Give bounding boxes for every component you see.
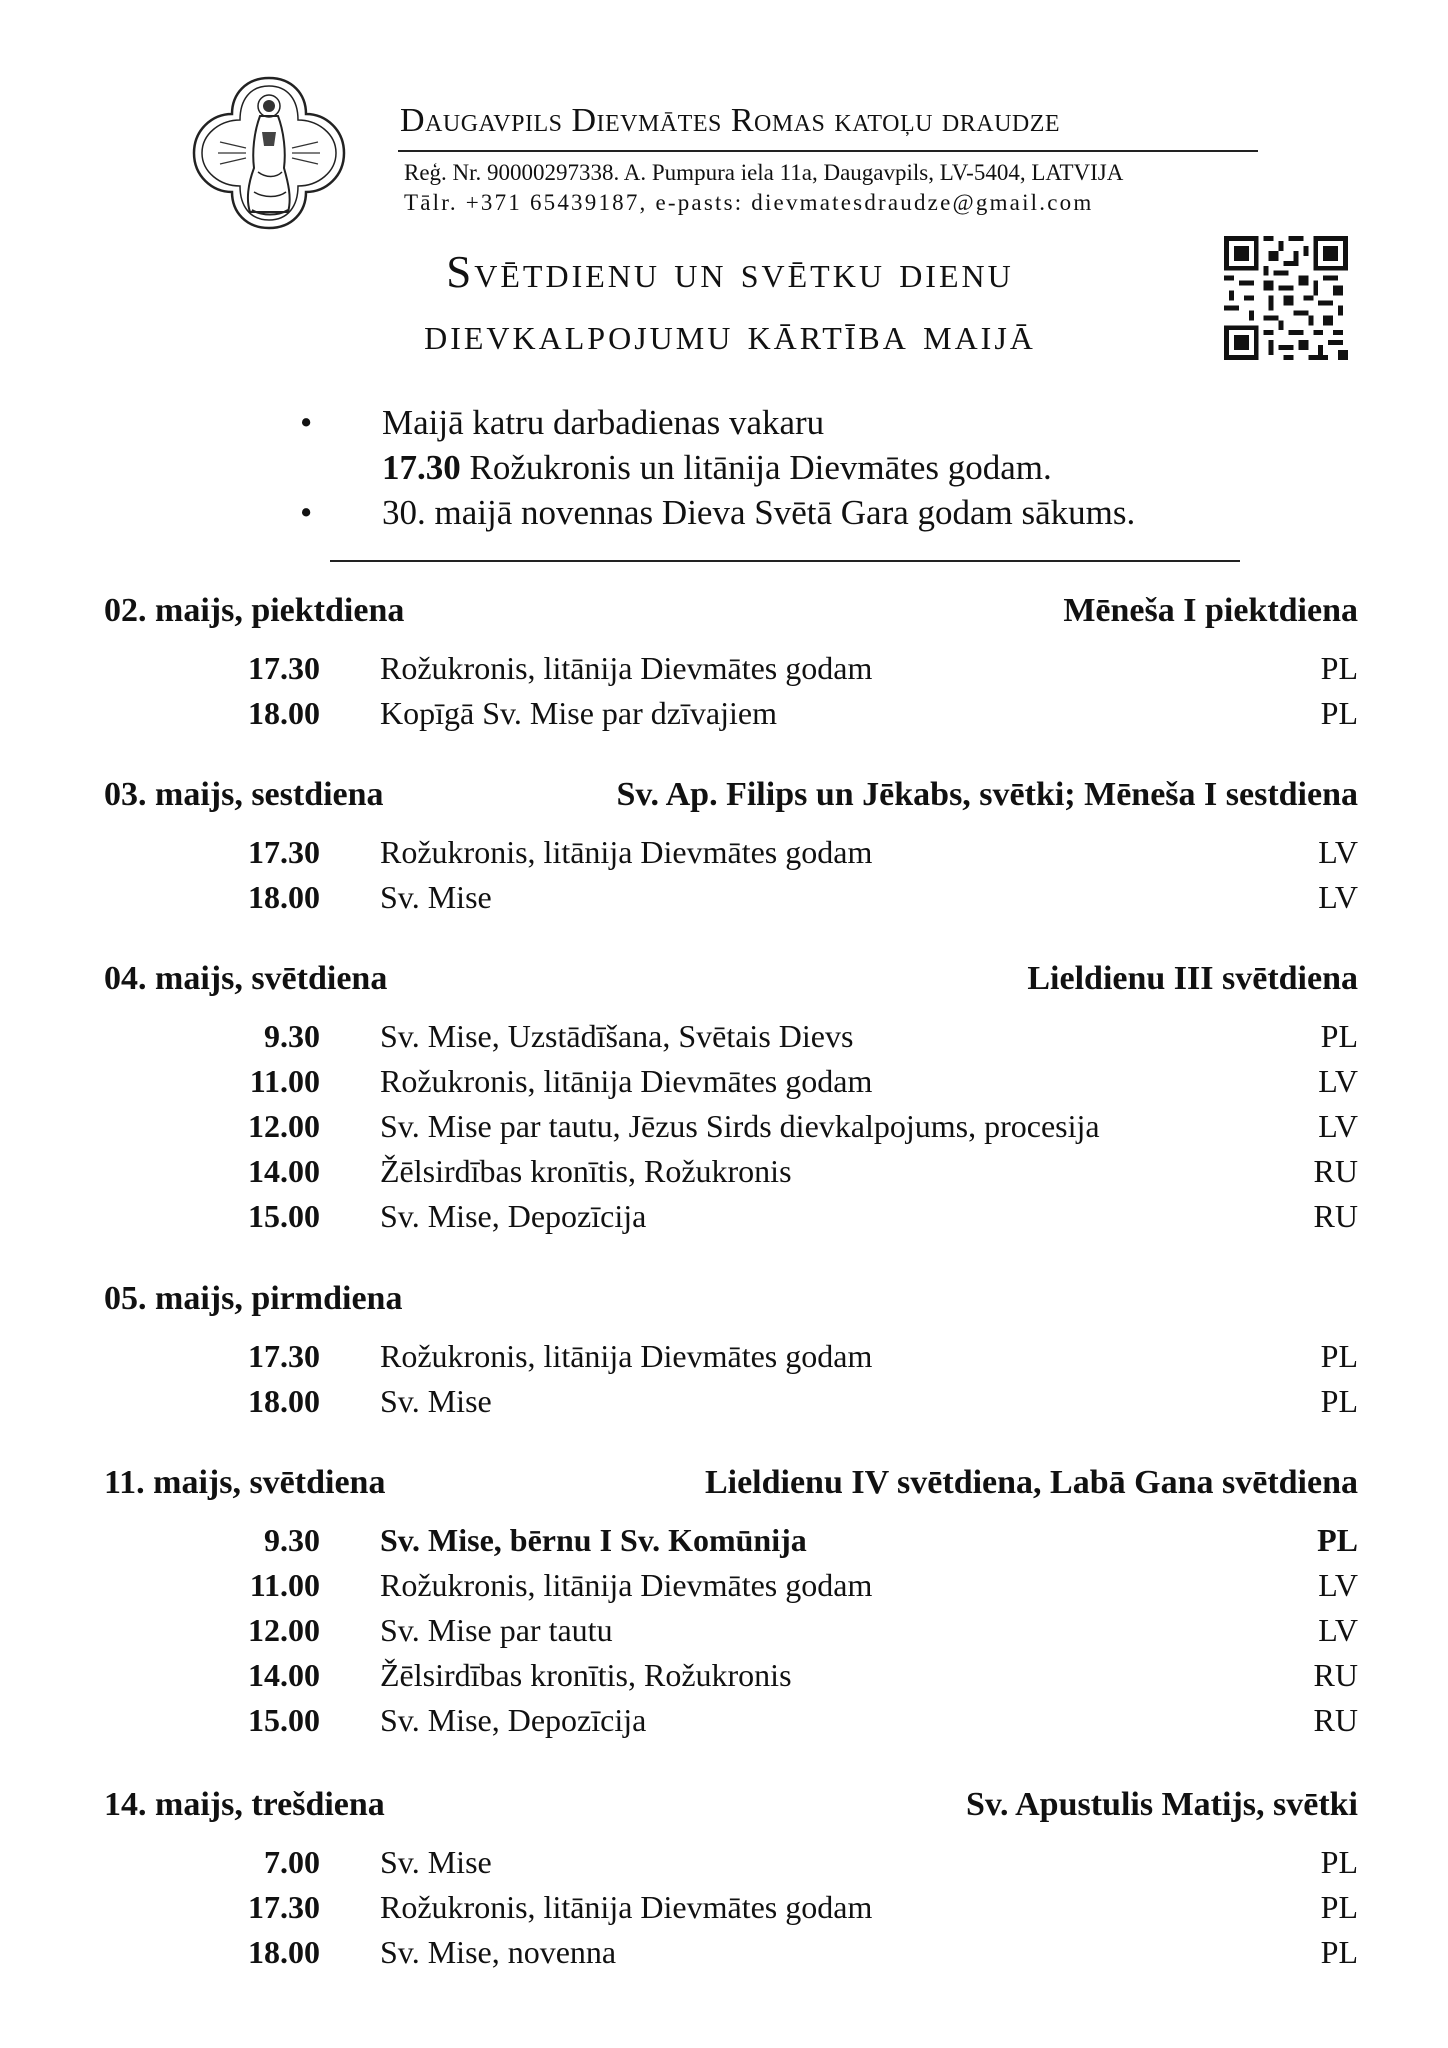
service-language: PL xyxy=(1320,1844,1358,1880)
notices-divider xyxy=(330,560,1240,562)
service-entry xyxy=(104,1100,1358,1145)
day-date: 14. maijs, trešdiena xyxy=(104,1786,385,1823)
day-date: 03. maijs, sestdiena xyxy=(104,776,384,813)
notice-item xyxy=(296,490,1135,535)
day-date: 11. maijs, svētdiena xyxy=(104,1464,386,1501)
service-time: 15.00 xyxy=(248,1702,320,1738)
day-date: 04. maijs, svētdiena xyxy=(104,960,388,997)
service-time: 7.00 xyxy=(264,1844,320,1880)
service-language: LV xyxy=(1318,1108,1358,1144)
page-title-line1: Svētdienu un svētku dienu xyxy=(446,247,1014,297)
day-feast: Sv. Apustulis Matijs, svētki xyxy=(965,1786,1358,1823)
service-language: LV xyxy=(1318,879,1358,915)
day-header xyxy=(104,1280,1358,1330)
service-description: Žēlsirdības kronītis, Rožukronis xyxy=(380,1153,792,1189)
service-description: Kopīgā Sv. Mise par dzīvajiem xyxy=(380,695,777,731)
service-language: PL xyxy=(1320,1018,1358,1054)
service-time: 9.30 xyxy=(264,1018,320,1054)
service-entry xyxy=(104,826,1358,871)
service-entry xyxy=(104,1375,1358,1420)
service-entry xyxy=(104,871,1358,916)
service-language: RU xyxy=(1313,1198,1358,1234)
service-time: 9.30 xyxy=(264,1522,320,1558)
service-description: Rožukronis, litānija Dievmātes godam xyxy=(380,1567,873,1603)
day-header xyxy=(104,1464,1358,1514)
service-time: 18.00 xyxy=(248,879,320,915)
service-entry xyxy=(104,1145,1358,1190)
service-time: 17.30 xyxy=(248,1338,320,1374)
notice-text: Maijā katru darbadienas vakaru xyxy=(382,403,825,442)
day-header xyxy=(104,776,1358,826)
service-language: PL xyxy=(1317,1522,1358,1558)
service-description: Sv. Mise xyxy=(380,1383,492,1419)
page-title-line2: dievkalpojumu kārtība maijā xyxy=(424,309,1036,359)
service-time: 12.00 xyxy=(248,1108,320,1144)
service-description: Sv. Mise, Uzstādīšana, Svētais Dievs xyxy=(380,1018,854,1054)
service-language: LV xyxy=(1318,1567,1358,1603)
service-language: LV xyxy=(1318,1063,1358,1099)
service-time: 14.00 xyxy=(248,1153,320,1189)
service-language: PL xyxy=(1320,1383,1358,1419)
service-description: Rožukronis, litānija Dievmātes godam xyxy=(380,1889,873,1925)
service-time: 11.00 xyxy=(249,1567,320,1603)
registration-address: Reģ. Nr. 90000297338. A. Pumpura iela 11a, Daugavpils, LV-5404, LATVIJA xyxy=(404,160,1124,185)
service-description: Žēlsirdības kronītis, Rožukronis xyxy=(380,1657,792,1693)
service-entry xyxy=(104,1694,1358,1739)
service-entry xyxy=(104,1514,1358,1559)
day-header xyxy=(104,1786,1358,1836)
notices-list xyxy=(296,400,1135,535)
parish-name: Daugavpils Dievmātes Romas katoļu draudze xyxy=(400,102,1061,139)
service-time: 18.00 xyxy=(248,695,320,731)
service-description: Sv. Mise par tautu, Jēzus Sirds dievkalpojums, procesija xyxy=(380,1108,1100,1144)
service-time: 18.00 xyxy=(248,1383,320,1419)
day-date: 02. maijs, piektdiena xyxy=(104,592,405,629)
service-language: LV xyxy=(1318,834,1358,870)
day-block xyxy=(104,1280,1358,1420)
notice-item xyxy=(296,400,1135,490)
service-entry xyxy=(104,1010,1358,1055)
service-description: Sv. Mise, Depozīcija xyxy=(380,1702,647,1738)
service-language: RU xyxy=(1313,1702,1358,1738)
bullet-icon: • xyxy=(300,493,313,532)
service-time: 12.00 xyxy=(248,1612,320,1648)
service-description: Sv. Mise, bērnu I Sv. Komūnija xyxy=(380,1522,807,1558)
service-entry xyxy=(104,1190,1358,1235)
day-feast: Lieldienu IV svētdiena, Labā Gana svētdiena xyxy=(704,1464,1358,1501)
notice-time: 17.30 xyxy=(382,448,461,487)
day-feast: Sv. Ap. Filips un Jēkabs, svētki; Mēneša I sestdiena xyxy=(616,776,1358,813)
service-entry xyxy=(104,642,1358,687)
service-entry xyxy=(104,1055,1358,1100)
service-time: 15.00 xyxy=(248,1198,320,1234)
service-entry xyxy=(104,1881,1358,1926)
contact-info: Tālr. +371 65439187, e-pasts: dievmatesdraudze@gmail.com xyxy=(404,190,1094,215)
day-header xyxy=(104,592,1358,642)
service-entry xyxy=(104,1604,1358,1649)
service-entry xyxy=(104,1836,1358,1881)
service-time: 17.30 xyxy=(248,834,320,870)
day-header xyxy=(104,960,1358,1010)
notice-text-continued xyxy=(382,445,1135,490)
service-description: Sv. Mise, novenna xyxy=(380,1934,617,1970)
header-divider xyxy=(398,150,1258,152)
service-entry xyxy=(104,1926,1358,1971)
service-time: 11.00 xyxy=(249,1063,320,1099)
service-time: 17.30 xyxy=(248,650,320,686)
day-block xyxy=(104,592,1358,732)
service-entry xyxy=(104,1559,1358,1604)
service-time: 18.00 xyxy=(248,1934,320,1970)
service-description: Sv. Mise par tautu xyxy=(380,1612,613,1648)
qr-code[interactable] xyxy=(1224,236,1348,360)
service-description: Sv. Mise xyxy=(380,879,492,915)
service-entry xyxy=(104,1649,1358,1694)
bullet-icon: • xyxy=(300,403,313,442)
service-language: PL xyxy=(1320,1889,1358,1925)
parish-logo-emblem xyxy=(188,72,350,234)
service-language: RU xyxy=(1313,1153,1358,1189)
service-entry xyxy=(104,1330,1358,1375)
service-description: Sv. Mise xyxy=(380,1844,492,1880)
service-description: Rožukronis, litānija Dievmātes godam xyxy=(380,1338,873,1374)
service-time: 17.30 xyxy=(248,1889,320,1925)
service-language: PL xyxy=(1320,1934,1358,1970)
day-block xyxy=(104,1786,1358,1971)
day-block xyxy=(104,1464,1358,1739)
service-time: 14.00 xyxy=(248,1657,320,1693)
service-language: RU xyxy=(1313,1657,1358,1693)
service-description: Sv. Mise, Depozīcija xyxy=(380,1198,647,1234)
notice-text: 30. maijā novennas Dieva Svētā Gara godam sākums. xyxy=(382,493,1136,532)
service-language: LV xyxy=(1318,1612,1358,1648)
day-feast: Lieldienu III svētdiena xyxy=(1027,960,1358,997)
service-language: PL xyxy=(1320,1338,1358,1374)
service-description: Rožukronis, litānija Dievmātes godam xyxy=(380,834,873,870)
notice-text: Rožukronis un litānija Dievmātes godam. xyxy=(460,448,1052,487)
service-language: PL xyxy=(1320,650,1358,686)
day-feast: Mēneša I piektdiena xyxy=(1063,592,1358,629)
service-description: Rožukronis, litānija Dievmātes godam xyxy=(380,1063,873,1099)
service-entry xyxy=(104,687,1358,732)
service-language: PL xyxy=(1320,695,1358,731)
day-block xyxy=(104,960,1358,1235)
day-block xyxy=(104,776,1358,916)
service-description: Rožukronis, litānija Dievmātes godam xyxy=(380,650,873,686)
day-date: 05. maijs, pirmdiena xyxy=(104,1280,403,1317)
